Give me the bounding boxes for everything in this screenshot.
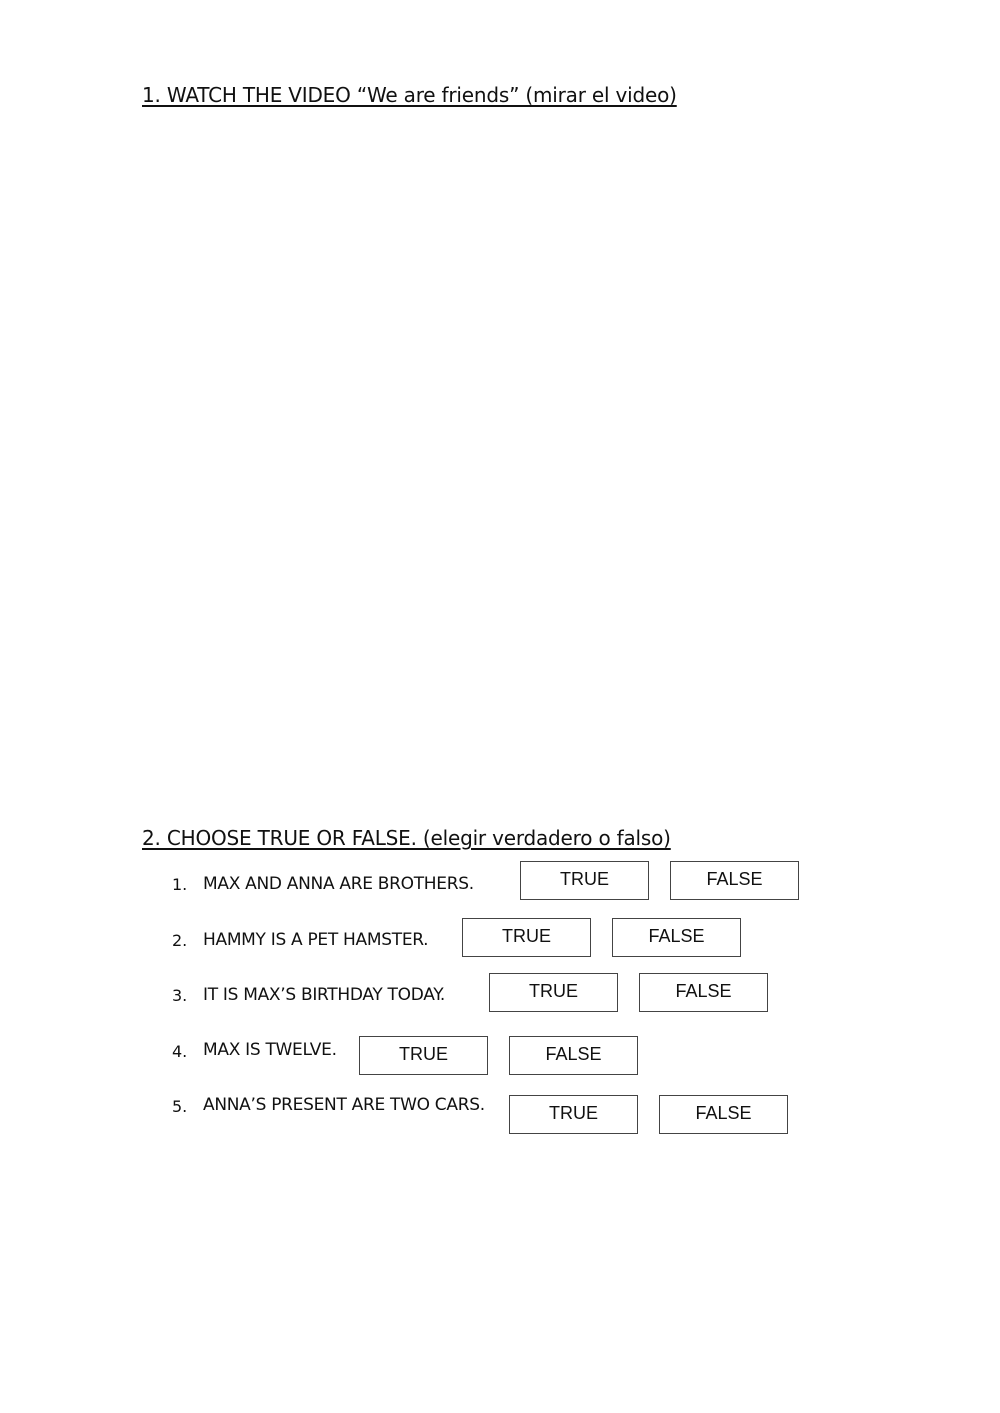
true-button[interactable]: TRUE xyxy=(462,918,591,957)
question-text: MAX AND ANNA ARE BROTHERS. xyxy=(203,874,474,894)
false-button[interactable]: FALSE xyxy=(509,1036,638,1075)
question-number: 3. xyxy=(172,986,188,1005)
question-number: 4. xyxy=(172,1042,188,1061)
false-button[interactable]: FALSE xyxy=(670,861,799,900)
question-text: MAX IS TWELVE. xyxy=(203,1040,337,1060)
false-button[interactable]: FALSE xyxy=(659,1095,788,1134)
question-number: 1. xyxy=(172,875,188,894)
false-button[interactable]: FALSE xyxy=(639,973,768,1012)
true-button[interactable]: TRUE xyxy=(489,973,618,1012)
question-number: 5. xyxy=(172,1097,188,1116)
true-button[interactable]: TRUE xyxy=(509,1095,638,1134)
question-text: IT IS MAX’S BIRTHDAY TODAY. xyxy=(203,985,445,1005)
section-1-heading: 1. WATCH THE VIDEO “We are friends” (mirar el video) xyxy=(142,83,677,107)
true-button[interactable]: TRUE xyxy=(359,1036,488,1075)
section-2-heading: 2. CHOOSE TRUE OR FALSE. (elegir verdadero o falso) xyxy=(142,826,671,850)
question-number: 2. xyxy=(172,931,188,950)
video-area[interactable] xyxy=(142,125,858,805)
true-button[interactable]: TRUE xyxy=(520,861,649,900)
question-text: HAMMY IS A PET HAMSTER. xyxy=(203,930,429,950)
question-text: ANNA’S PRESENT ARE TWO CARS. xyxy=(203,1095,485,1115)
false-button[interactable]: FALSE xyxy=(612,918,741,957)
